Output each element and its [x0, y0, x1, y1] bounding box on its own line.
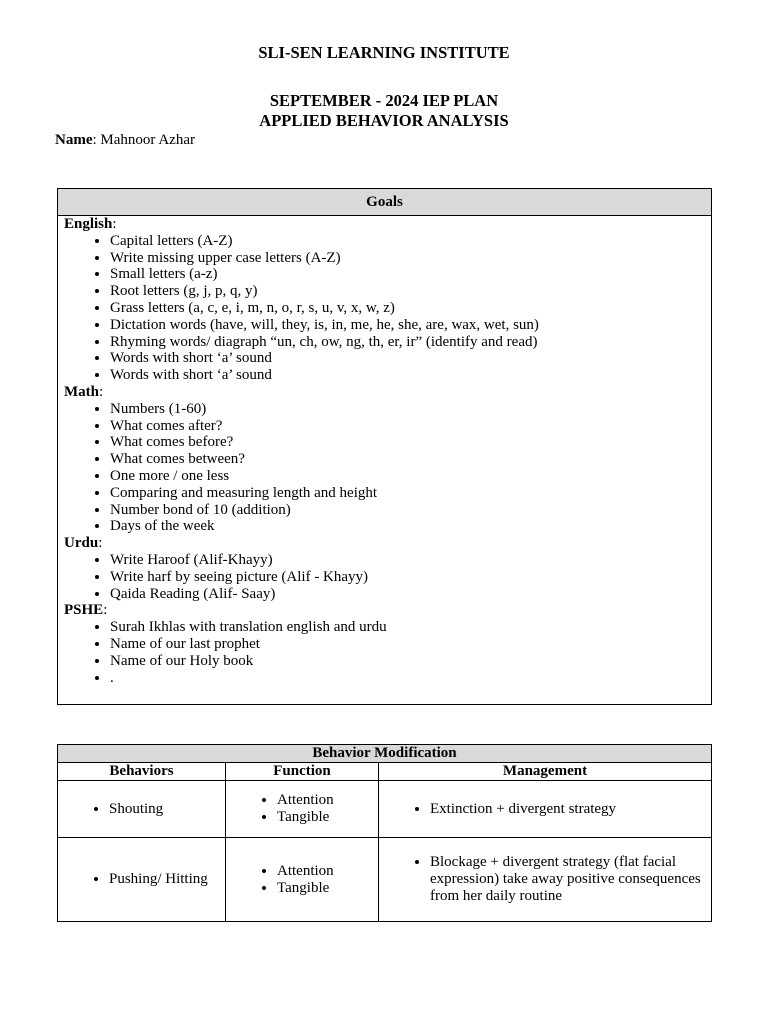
- goal-subject: English:: [64, 216, 117, 232]
- goal-item: • Name of our last prophet: [110, 636, 705, 653]
- goal-list: [64, 233, 705, 384]
- goal-item: • .: [110, 670, 705, 687]
- function-item: • Attention: [277, 792, 372, 809]
- subject-label: Urdu: [64, 535, 99, 552]
- plan-title: SEPTEMBER - 2024 IEP PLAN: [269, 91, 499, 110]
- function-item: • Tangible: [277, 809, 372, 826]
- behavior-table-title: Behavior Modification: [58, 745, 712, 763]
- col-behaviors: Behaviors: [58, 763, 226, 781]
- student-name: : Mahnoor Azhar: [92, 132, 195, 148]
- col-function: Function: [226, 763, 379, 781]
- col-management: Management: [379, 763, 712, 781]
- goal-subject: PSHE:: [64, 602, 108, 619]
- management-strategy: • Blockage + divergent strategy (flat facial expression) take away positive consequences from her daily routine: [430, 854, 705, 905]
- behavior-row: [58, 781, 712, 838]
- plan-subtitle: APPLIED BEHAVIOR ANALYSIS: [259, 111, 509, 130]
- function-item: • Tangible: [277, 880, 372, 897]
- behavior-row: [58, 838, 712, 922]
- subject-label: Math: [64, 383, 99, 400]
- goal-item: • One more / one less: [110, 468, 705, 485]
- name-label: Name: [55, 132, 93, 148]
- goal-item: • Days of the week: [110, 518, 705, 535]
- goal-item: • What comes after?: [110, 418, 705, 435]
- goal-item: • Small letters (a-z): [110, 266, 705, 283]
- goal-item: • Write missing upper case letters (A-Z): [110, 250, 705, 267]
- student-name-line: [55, 132, 195, 149]
- function-item: • Attention: [277, 863, 372, 880]
- goal-item: • Rhyming words/ diagraph “un, ch, ow, ng, th, er, ir” (identify and read): [110, 334, 705, 351]
- goal-subject: Math:: [64, 383, 104, 400]
- goal-item: • Words with short ‘a’ sound: [110, 367, 705, 384]
- goal-item: • Numbers (1-60): [110, 401, 705, 418]
- goal-subject: Urdu:: [64, 535, 103, 552]
- goal-list: [64, 401, 705, 535]
- goal-item: • Number bond of 10 (addition): [110, 502, 705, 519]
- goal-item: • What comes between?: [110, 451, 705, 468]
- goal-item: • Grass letters (a, c, e, i, m, n, o, r, s, u, v, x, w, z): [110, 300, 705, 317]
- goal-item: • Root letters (g, j, p, q, y): [110, 283, 705, 300]
- goal-item: • Capital letters (A-Z): [110, 233, 705, 250]
- goal-list: [64, 552, 705, 602]
- behavior-modification-table: [57, 744, 712, 922]
- goal-item: • Words with short ‘a’ sound: [110, 350, 705, 367]
- subject-label: English: [64, 216, 113, 232]
- institute-title: SLI-SEN LEARNING INSTITUTE: [258, 43, 510, 62]
- goal-item: • Dictation words (have, will, they, is, in, me, he, she, are, wax, wet, sun): [110, 317, 705, 334]
- behavior-name: • Pushing/ Hitting: [109, 871, 219, 888]
- goal-list: [64, 619, 705, 686]
- goal-item: • Write harf by seeing picture (Alif - Khayy): [110, 569, 705, 586]
- goals-content: [58, 216, 712, 705]
- goal-item: • Qaida Reading (Alif- Saay): [110, 586, 705, 603]
- subject-label: PSHE: [64, 602, 104, 619]
- goal-item: • Comparing and measuring length and height: [110, 485, 705, 502]
- management-strategy: • Extinction + divergent strategy: [430, 801, 705, 818]
- goals-table: [57, 188, 712, 705]
- behavior-name: • Shouting: [109, 801, 219, 818]
- goal-item: • What comes before?: [110, 434, 705, 451]
- goal-item: • Name of our Holy book: [110, 653, 705, 670]
- goal-item: • Surah Ikhlas with translation english and urdu: [110, 619, 705, 636]
- goal-item: • Write Haroof (Alif-Khayy): [110, 552, 705, 569]
- goals-heading: Goals: [58, 189, 712, 216]
